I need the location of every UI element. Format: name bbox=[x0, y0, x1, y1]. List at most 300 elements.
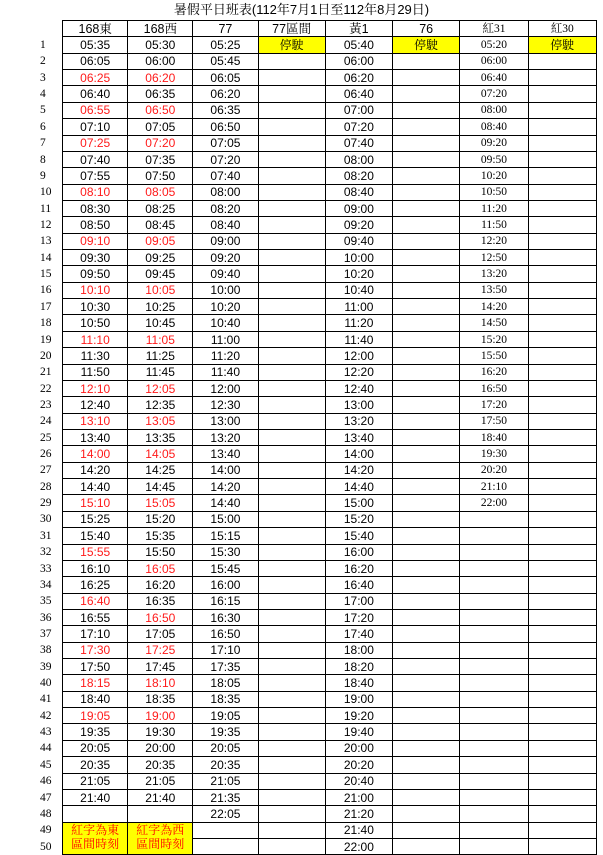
time-168-east: 06:55 bbox=[63, 102, 128, 118]
time-77: 20:05 bbox=[193, 740, 258, 756]
table-row bbox=[37, 691, 597, 707]
time-168-east: 15:55 bbox=[63, 544, 128, 560]
time-168-east: 10:30 bbox=[63, 299, 128, 315]
time-yellow-1: 06:20 bbox=[325, 70, 392, 86]
empty-cell-red-30 bbox=[528, 560, 596, 576]
time-168-west bbox=[128, 806, 193, 822]
empty-cell-76 bbox=[393, 135, 460, 151]
empty-cell-77-section bbox=[258, 822, 325, 838]
time-yellow-1: 08:40 bbox=[325, 184, 392, 200]
empty-cell-77-section bbox=[258, 708, 325, 724]
empty-cell-red-30 bbox=[528, 364, 596, 380]
time-168-west: 16:05 bbox=[128, 560, 193, 576]
table-row bbox=[37, 642, 597, 658]
time-red-31 bbox=[460, 560, 528, 576]
time-168-west: 16:50 bbox=[128, 609, 193, 625]
time-168-east: 06:05 bbox=[63, 53, 128, 69]
empty-cell-red-30 bbox=[528, 528, 596, 544]
empty-cell-76 bbox=[393, 659, 460, 675]
column-header: 168西 bbox=[128, 21, 193, 37]
time-yellow-1: 07:20 bbox=[325, 119, 392, 135]
empty-cell-76 bbox=[393, 757, 460, 773]
table-row bbox=[37, 53, 597, 69]
table-row bbox=[37, 626, 597, 642]
time-168-west: 16:35 bbox=[128, 593, 193, 609]
column-header: 168東 bbox=[63, 21, 128, 37]
time-yellow-1: 16:20 bbox=[325, 560, 392, 576]
row-number: 21 bbox=[37, 364, 63, 380]
empty-cell-76 bbox=[393, 380, 460, 396]
row-number: 33 bbox=[37, 560, 63, 576]
empty-cell-red-30 bbox=[528, 119, 596, 135]
row-number: 14 bbox=[37, 250, 63, 266]
table-row bbox=[37, 282, 597, 298]
time-77: 16:50 bbox=[193, 626, 258, 642]
time-yellow-1: 17:20 bbox=[325, 609, 392, 625]
empty-cell-red-30 bbox=[528, 724, 596, 740]
time-77: 09:40 bbox=[193, 266, 258, 282]
time-168-west: 10:25 bbox=[128, 299, 193, 315]
time-77: 21:35 bbox=[193, 789, 258, 805]
time-168-east: 17:50 bbox=[63, 659, 128, 675]
time-168-west: 19:00 bbox=[128, 708, 193, 724]
time-yellow-1: 10:20 bbox=[325, 266, 392, 282]
time-77: 13:20 bbox=[193, 429, 258, 445]
time-77: 06:05 bbox=[193, 70, 258, 86]
time-168-west: 06:35 bbox=[128, 86, 193, 102]
empty-cell-red-30 bbox=[528, 642, 596, 658]
west-note-line2: 區間時刻 bbox=[136, 836, 185, 851]
row-number: 17 bbox=[37, 299, 63, 315]
time-yellow-1: 19:40 bbox=[325, 724, 392, 740]
time-red-31: 16:20 bbox=[460, 364, 528, 380]
time-168-east: 10:10 bbox=[63, 282, 128, 298]
row-number: 32 bbox=[37, 544, 63, 560]
time-168-west: 11:05 bbox=[128, 331, 193, 347]
time-168-east: 19:35 bbox=[63, 724, 128, 740]
time-yellow-1: 20:40 bbox=[325, 773, 392, 789]
row-number: 45 bbox=[37, 757, 63, 773]
time-77 bbox=[193, 822, 258, 838]
empty-cell-76 bbox=[393, 511, 460, 527]
time-red-31: 11:20 bbox=[460, 200, 528, 216]
empty-cell-76 bbox=[393, 577, 460, 593]
table-row bbox=[37, 528, 597, 544]
row-number: 49 bbox=[37, 822, 63, 838]
time-168-west: 17:45 bbox=[128, 659, 193, 675]
empty-cell-76 bbox=[393, 593, 460, 609]
time-red-31 bbox=[460, 642, 528, 658]
time-yellow-1: 06:00 bbox=[325, 53, 392, 69]
time-red-31 bbox=[460, 609, 528, 625]
empty-cell-77-section bbox=[258, 217, 325, 233]
empty-cell-76 bbox=[393, 708, 460, 724]
table-row bbox=[37, 675, 597, 691]
empty-cell-77-section bbox=[258, 838, 325, 854]
table-row bbox=[37, 151, 597, 167]
empty-cell-77-section bbox=[258, 789, 325, 805]
empty-cell-77-section bbox=[258, 773, 325, 789]
table-row bbox=[37, 609, 597, 625]
time-red-31 bbox=[460, 691, 528, 707]
empty-cell-77-section bbox=[258, 119, 325, 135]
time-yellow-1: 19:00 bbox=[325, 691, 392, 707]
table-row bbox=[37, 200, 597, 216]
empty-cell-red-30 bbox=[528, 168, 596, 184]
row-number: 48 bbox=[37, 806, 63, 822]
empty-cell-red-30 bbox=[528, 806, 596, 822]
time-77: 17:35 bbox=[193, 659, 258, 675]
empty-cell-76 bbox=[393, 102, 460, 118]
time-168-west: 18:10 bbox=[128, 675, 193, 691]
empty-cell-red-30 bbox=[528, 217, 596, 233]
time-red-31: 08:40 bbox=[460, 119, 528, 135]
empty-cell-76 bbox=[393, 544, 460, 560]
time-77: 14:20 bbox=[193, 479, 258, 495]
empty-cell-red-30 bbox=[528, 511, 596, 527]
empty-cell-red-30 bbox=[528, 53, 596, 69]
empty-cell-76 bbox=[393, 364, 460, 380]
time-yellow-1: 16:00 bbox=[325, 544, 392, 560]
empty-cell-76 bbox=[393, 282, 460, 298]
time-77: 05:25 bbox=[193, 37, 258, 53]
time-168-west: 12:05 bbox=[128, 380, 193, 396]
time-red-31: 17:50 bbox=[460, 413, 528, 429]
row-number: 12 bbox=[37, 217, 63, 233]
empty-cell-77-section bbox=[258, 806, 325, 822]
time-red-31: 22:00 bbox=[460, 495, 528, 511]
time-yellow-1: 13:40 bbox=[325, 429, 392, 445]
empty-cell-red-30 bbox=[528, 70, 596, 86]
time-77: 08:40 bbox=[193, 217, 258, 233]
table-row bbox=[37, 70, 597, 86]
page-title: 暑假平日班表(112年7月1日至112年8月29日) bbox=[173, 2, 430, 17]
time-yellow-1: 09:20 bbox=[325, 217, 392, 233]
time-168-west: 15:50 bbox=[128, 544, 193, 560]
time-red-31: 13:50 bbox=[460, 282, 528, 298]
empty-cell-red-30 bbox=[528, 822, 596, 838]
time-168-east: 16:55 bbox=[63, 609, 128, 625]
empty-cell-77-section bbox=[258, 462, 325, 478]
time-77: 22:05 bbox=[193, 806, 258, 822]
time-red-31 bbox=[460, 675, 528, 691]
time-168-west: 15:05 bbox=[128, 495, 193, 511]
time-red-31: 11:50 bbox=[460, 217, 528, 233]
time-77: 17:10 bbox=[193, 642, 258, 658]
time-red-31 bbox=[460, 511, 528, 527]
row-number: 7 bbox=[37, 135, 63, 151]
empty-cell-76 bbox=[393, 250, 460, 266]
table-row bbox=[37, 740, 597, 756]
time-yellow-1: 18:20 bbox=[325, 659, 392, 675]
time-77: 18:05 bbox=[193, 675, 258, 691]
time-168-west: 15:35 bbox=[128, 528, 193, 544]
empty-cell-77-section bbox=[258, 577, 325, 593]
column-header: 黃1 bbox=[325, 21, 392, 37]
table-row bbox=[37, 593, 597, 609]
time-77: 09:20 bbox=[193, 250, 258, 266]
row-number: 11 bbox=[37, 200, 63, 216]
table-row bbox=[37, 315, 597, 331]
row-number: 16 bbox=[37, 282, 63, 298]
empty-cell-76 bbox=[393, 773, 460, 789]
empty-cell-red-30 bbox=[528, 789, 596, 805]
time-168-west: 09:05 bbox=[128, 233, 193, 249]
empty-cell-77-section bbox=[258, 528, 325, 544]
time-red-31: 16:50 bbox=[460, 380, 528, 396]
empty-cell-red-30 bbox=[528, 544, 596, 560]
empty-cell-76 bbox=[393, 495, 460, 511]
suspended-badge-red-30: 停駛 bbox=[528, 37, 596, 53]
empty-cell-red-30 bbox=[528, 348, 596, 364]
empty-cell-red-30 bbox=[528, 838, 596, 854]
time-168-east: 09:50 bbox=[63, 266, 128, 282]
time-77: 06:50 bbox=[193, 119, 258, 135]
time-77: 14:00 bbox=[193, 462, 258, 478]
empty-cell-77-section bbox=[258, 200, 325, 216]
time-168-west: 10:45 bbox=[128, 315, 193, 331]
table-row bbox=[37, 495, 597, 511]
empty-cell-77-section bbox=[258, 364, 325, 380]
time-yellow-1: 12:20 bbox=[325, 364, 392, 380]
time-red-31: 18:40 bbox=[460, 429, 528, 445]
empty-cell-red-30 bbox=[528, 299, 596, 315]
time-red-31: 12:20 bbox=[460, 233, 528, 249]
table-row bbox=[37, 119, 597, 135]
time-yellow-1: 12:00 bbox=[325, 348, 392, 364]
empty-cell-red-30 bbox=[528, 626, 596, 642]
time-168-west: 16:20 bbox=[128, 577, 193, 593]
time-red-31: 17:20 bbox=[460, 397, 528, 413]
empty-cell-76 bbox=[393, 299, 460, 315]
row-number: 4 bbox=[37, 86, 63, 102]
empty-cell-red-30 bbox=[528, 331, 596, 347]
table-row bbox=[37, 822, 597, 838]
time-red-31 bbox=[460, 773, 528, 789]
time-168-west: 08:05 bbox=[128, 184, 193, 200]
empty-cell-77-section bbox=[258, 348, 325, 364]
empty-cell-77-section bbox=[258, 86, 325, 102]
empty-cell-red-30 bbox=[528, 429, 596, 445]
empty-cell-76 bbox=[393, 331, 460, 347]
time-168-east: 21:05 bbox=[63, 773, 128, 789]
time-168-east: 08:30 bbox=[63, 200, 128, 216]
empty-cell-77-section bbox=[258, 626, 325, 642]
empty-cell-76 bbox=[393, 348, 460, 364]
time-yellow-1: 19:20 bbox=[325, 708, 392, 724]
row-number: 39 bbox=[37, 659, 63, 675]
row-number: 13 bbox=[37, 233, 63, 249]
time-77: 15:30 bbox=[193, 544, 258, 560]
time-red-31: 15:20 bbox=[460, 331, 528, 347]
time-168-west: 17:25 bbox=[128, 642, 193, 658]
empty-cell-77-section bbox=[258, 102, 325, 118]
time-168-west: 20:35 bbox=[128, 757, 193, 773]
time-yellow-1: 09:00 bbox=[325, 200, 392, 216]
time-168-west: 08:45 bbox=[128, 217, 193, 233]
table-row bbox=[37, 806, 597, 822]
time-77: 16:30 bbox=[193, 609, 258, 625]
time-168-west: 12:35 bbox=[128, 397, 193, 413]
empty-cell-77-section bbox=[258, 53, 325, 69]
empty-cell-77-section bbox=[258, 266, 325, 282]
time-77: 15:45 bbox=[193, 560, 258, 576]
time-77: 15:15 bbox=[193, 528, 258, 544]
row-number: 20 bbox=[37, 348, 63, 364]
empty-cell-77-section bbox=[258, 740, 325, 756]
time-red-31: 14:20 bbox=[460, 299, 528, 315]
time-168-east: 15:25 bbox=[63, 511, 128, 527]
empty-cell-red-30 bbox=[528, 102, 596, 118]
time-yellow-1: 10:00 bbox=[325, 250, 392, 266]
time-77 bbox=[193, 838, 258, 854]
row-number: 31 bbox=[37, 528, 63, 544]
time-yellow-1: 14:00 bbox=[325, 446, 392, 462]
time-red-31 bbox=[460, 789, 528, 805]
time-yellow-1: 15:20 bbox=[325, 511, 392, 527]
empty-cell-76 bbox=[393, 642, 460, 658]
time-168-east: 08:10 bbox=[63, 184, 128, 200]
time-red-31: 08:00 bbox=[460, 102, 528, 118]
empty-cell-76 bbox=[393, 200, 460, 216]
empty-cell-76 bbox=[393, 397, 460, 413]
empty-cell-red-30 bbox=[528, 708, 596, 724]
empty-cell-77-section bbox=[258, 659, 325, 675]
time-168-west: 11:25 bbox=[128, 348, 193, 364]
time-77: 07:20 bbox=[193, 151, 258, 167]
table-row bbox=[37, 577, 597, 593]
time-77: 05:45 bbox=[193, 53, 258, 69]
row-number: 26 bbox=[37, 446, 63, 462]
time-168-east: 17:30 bbox=[63, 642, 128, 658]
empty-cell-red-30 bbox=[528, 184, 596, 200]
time-168-east: 07:40 bbox=[63, 151, 128, 167]
suspended-badge-76: 停駛 bbox=[393, 37, 460, 53]
time-red-31: 10:50 bbox=[460, 184, 528, 200]
empty-cell-red-30 bbox=[528, 479, 596, 495]
time-168-west: 07:50 bbox=[128, 168, 193, 184]
empty-cell-red-30 bbox=[528, 593, 596, 609]
row-number: 42 bbox=[37, 708, 63, 724]
time-168-west: 07:35 bbox=[128, 151, 193, 167]
empty-cell-76 bbox=[393, 822, 460, 838]
empty-cell-76 bbox=[393, 315, 460, 331]
empty-cell-77-section bbox=[258, 168, 325, 184]
table-row bbox=[37, 659, 597, 675]
time-77: 10:20 bbox=[193, 299, 258, 315]
row-number: 27 bbox=[37, 462, 63, 478]
time-red-31 bbox=[460, 724, 528, 740]
empty-cell-77-section bbox=[258, 675, 325, 691]
row-number: 41 bbox=[37, 691, 63, 707]
row-number: 44 bbox=[37, 740, 63, 756]
time-red-31: 09:20 bbox=[460, 135, 528, 151]
empty-cell-77-section bbox=[258, 479, 325, 495]
row-number: 50 bbox=[37, 838, 63, 854]
time-red-31 bbox=[460, 838, 528, 854]
time-yellow-1: 09:40 bbox=[325, 233, 392, 249]
time-yellow-1: 21:00 bbox=[325, 789, 392, 805]
time-168-east: 17:10 bbox=[63, 626, 128, 642]
time-yellow-1: 11:40 bbox=[325, 331, 392, 347]
time-77: 07:05 bbox=[193, 135, 258, 151]
time-168-east: 12:40 bbox=[63, 397, 128, 413]
empty-cell-red-30 bbox=[528, 495, 596, 511]
time-77: 19:05 bbox=[193, 708, 258, 724]
time-77: 12:00 bbox=[193, 380, 258, 396]
time-168-east: 07:55 bbox=[63, 168, 128, 184]
row-number: 2 bbox=[37, 53, 63, 69]
empty-cell-76 bbox=[393, 675, 460, 691]
time-yellow-1: 06:40 bbox=[325, 86, 392, 102]
empty-cell-76 bbox=[393, 626, 460, 642]
time-yellow-1: 08:20 bbox=[325, 168, 392, 184]
empty-cell-76 bbox=[393, 266, 460, 282]
empty-cell-red-30 bbox=[528, 380, 596, 396]
time-168-west: 07:05 bbox=[128, 119, 193, 135]
empty-cell-76 bbox=[393, 217, 460, 233]
empty-cell-red-30 bbox=[528, 446, 596, 462]
time-168-east: 16:10 bbox=[63, 560, 128, 576]
time-red-31 bbox=[460, 528, 528, 544]
time-yellow-1: 13:20 bbox=[325, 413, 392, 429]
time-168-east: 11:50 bbox=[63, 364, 128, 380]
row-number: 35 bbox=[37, 593, 63, 609]
time-yellow-1: 14:20 bbox=[325, 462, 392, 478]
empty-cell-76 bbox=[393, 691, 460, 707]
empty-cell-77-section bbox=[258, 413, 325, 429]
time-red-31 bbox=[460, 740, 528, 756]
time-yellow-1: 07:00 bbox=[325, 102, 392, 118]
table-row bbox=[37, 86, 597, 102]
table-row bbox=[37, 364, 597, 380]
empty-cell-76 bbox=[393, 740, 460, 756]
row-number: 38 bbox=[37, 642, 63, 658]
time-red-31: 15:50 bbox=[460, 348, 528, 364]
empty-cell-red-30 bbox=[528, 740, 596, 756]
time-red-31: 19:30 bbox=[460, 446, 528, 462]
row-number: 6 bbox=[37, 119, 63, 135]
empty-cell-76 bbox=[393, 168, 460, 184]
time-168-west: 18:35 bbox=[128, 691, 193, 707]
time-168-east: 06:40 bbox=[63, 86, 128, 102]
empty-cell-77-section bbox=[258, 609, 325, 625]
time-yellow-1: 16:40 bbox=[325, 577, 392, 593]
time-red-31 bbox=[460, 626, 528, 642]
row-number: 5 bbox=[37, 102, 63, 118]
time-168-east: 06:25 bbox=[63, 70, 128, 86]
time-77: 07:40 bbox=[193, 168, 258, 184]
time-77: 11:40 bbox=[193, 364, 258, 380]
empty-cell-76 bbox=[393, 838, 460, 854]
row-number: 47 bbox=[37, 789, 63, 805]
time-yellow-1: 08:00 bbox=[325, 151, 392, 167]
table-row bbox=[37, 757, 597, 773]
time-red-31: 13:20 bbox=[460, 266, 528, 282]
time-77: 18:35 bbox=[193, 691, 258, 707]
empty-cell-77-section bbox=[258, 331, 325, 347]
time-168-east: 19:05 bbox=[63, 708, 128, 724]
time-red-31 bbox=[460, 708, 528, 724]
table-row bbox=[37, 479, 597, 495]
empty-cell-77-section bbox=[258, 282, 325, 298]
time-168-east: 16:25 bbox=[63, 577, 128, 593]
empty-cell-76 bbox=[393, 479, 460, 495]
header-row bbox=[37, 21, 597, 37]
empty-cell-77-section bbox=[258, 429, 325, 445]
time-168-east bbox=[63, 806, 128, 822]
table-row bbox=[37, 708, 597, 724]
